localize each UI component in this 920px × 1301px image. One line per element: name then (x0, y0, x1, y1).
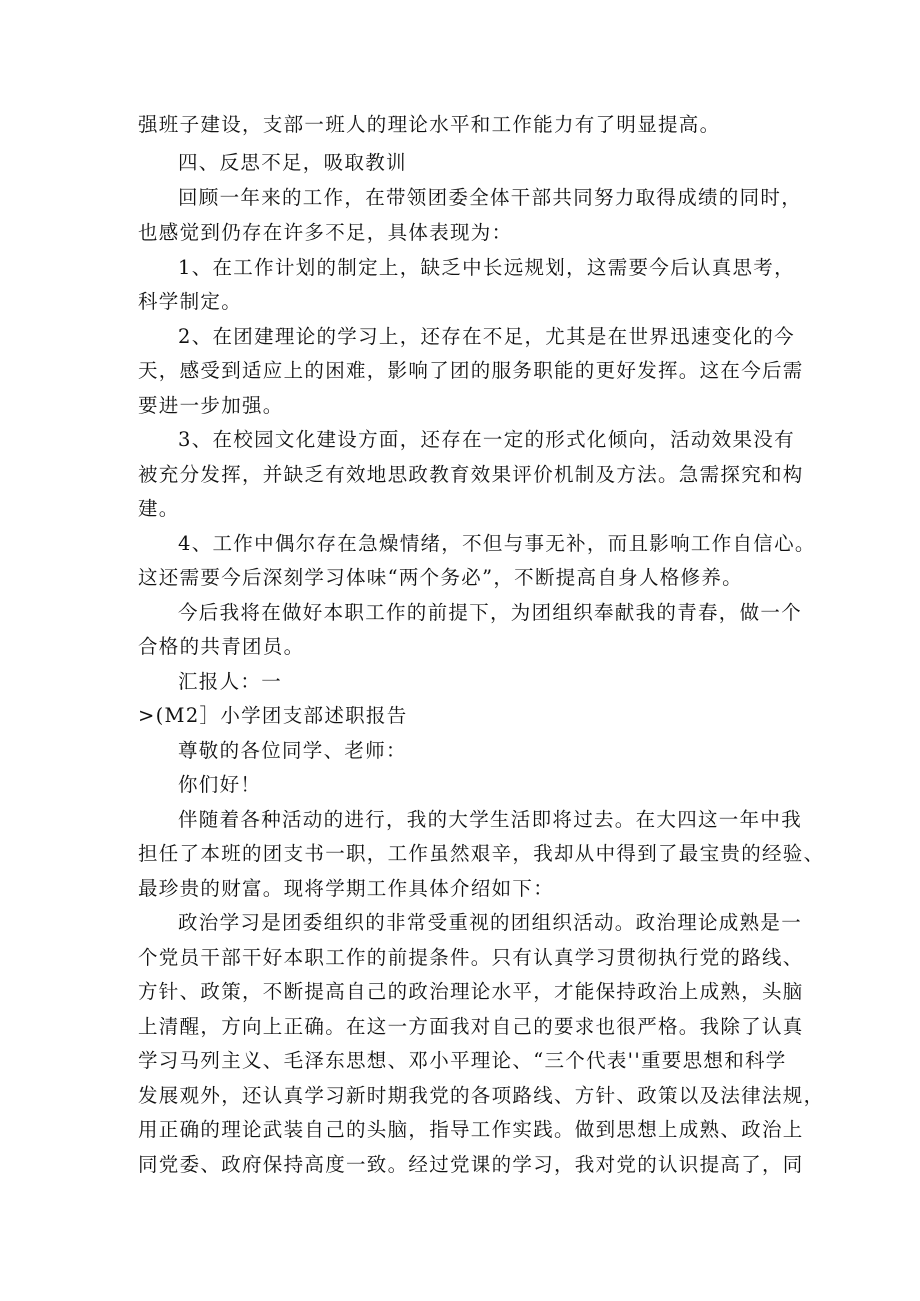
list-item: 1、在工作计划的制定上，缺乏中长远规划，这需要今后认真思考， (178, 256, 795, 279)
text-line: 用正确的理论武装自己的头脑，指导工作实践。做到思想上成熟、政治上 (138, 1118, 804, 1141)
text-line: 强班子建设，支部一班人的理论水平和工作能力有了明显提高。 (138, 113, 721, 136)
text-line: 要进一步加强。 (138, 394, 284, 417)
text-line: 担任了本班的团支书一职，工作虽然艰辛，我却从中得到了最宝贵的经验、 (138, 842, 825, 865)
text-line: 方针、政策，不断提高自己的政治理论水平，才能保持政治上成熟，头脑 (138, 980, 804, 1003)
list-item: 3、在校园文化建设方面，还存在一定的形式化倾向，活动效果没有 (178, 428, 795, 451)
text-line: 回顾一年来的工作，在带领团委全体干部共同努力取得成绩的同时， (178, 186, 803, 209)
text-line: 发展观外，还认真学习新时期我党的各项路线、方针、政策以及法律法规， (138, 1084, 825, 1107)
text-line: 个党员干部干好本职工作的前提条件。只有认真学习贯彻执行党的路线、 (138, 946, 804, 969)
text-line: 也感觉到仍存在许多不足，具体表现为： (138, 221, 513, 244)
text-line: 今后我将在做好本职工作的前提下，为团组织奉献我的青春，做一个 (178, 601, 803, 624)
text-line: 科学制定。 (138, 290, 243, 313)
text-line: 被充分发挥，并缺乏有效地思政教育效果评价机制及方法。急需探究和构 (138, 463, 804, 486)
text-line: 建。 (138, 497, 180, 520)
reporter-line: 汇报人：一 (178, 670, 283, 693)
text-line: 学习马列主义、毛泽东思想、邓小平理论、“三个代表''重要思想和科学 (138, 1049, 787, 1072)
greeting: 你们好！ (178, 773, 262, 796)
list-item: 2、在团建理论的学习上，还存在不足，尤其是在世界迅速变化的今 (178, 325, 795, 348)
text-line: 最珍贵的财富。现将学期工作具体介绍如下： (138, 877, 555, 900)
text-line: 伴随着各种活动的进行，我的大学生活即将过去。在大四这一年中我 (178, 808, 803, 831)
report-title: >(M2］小学团支部述职报告 (138, 704, 408, 727)
text-line: 合格的共青团员。 (138, 635, 305, 658)
text-line: 天，感受到适应上的困难，影响了团的服务职能的更好发挥。这在今后需 (138, 359, 804, 382)
text-line: 这还需要今后深刻学习体味“两个务必”，不断提高自身人格修养。 (138, 566, 743, 589)
list-item: 4、工作中偶尔存在急燥情绪，不但与事无补，而且影响工作自信心。 (178, 532, 816, 555)
salutation: 尊敬的各位同学、老师： (178, 739, 407, 762)
text-line: 政治学习是团委组织的非常受重视的团组织活动。政治理论成熟是一 (178, 911, 803, 934)
section-heading: 四、反思不足，吸取教训 (178, 151, 407, 174)
text-line: 上清醒，方向上正确。在这一方面我对自己的要求也很严格。我除了认真 (138, 1015, 804, 1038)
text-line: 同党委、政府保持高度一致。经过党课的学习，我对党的认识提高了，同 (138, 1153, 804, 1176)
